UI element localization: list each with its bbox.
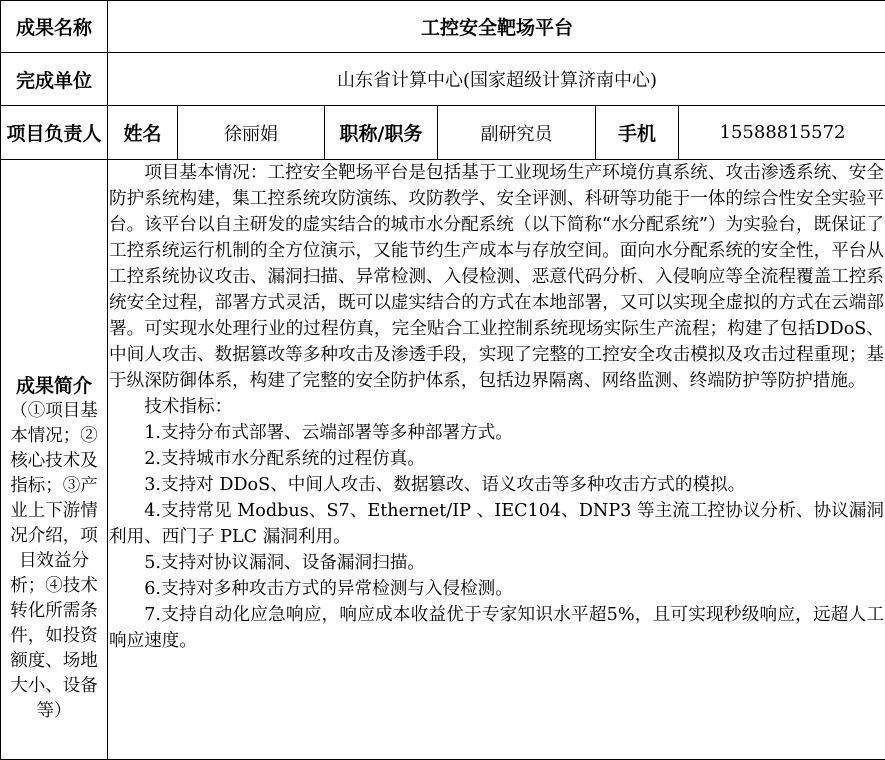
name-label: 姓名	[108, 106, 178, 160]
project-intro-paragraph: 项目基本情况：工控安全靶场平台是包括基于工业现场生产环境仿真系统、攻击渗透系统、安全防护系统构建，集工控系统攻防演练、攻防教学、安全评测、科研等功能于一体的综合性安全实验平台。该平台以自主研发的虚实结合的城市水分配系统（以下简称“水分配系统”）为实验台，既保证了工控系统运行机制的全方位演示，又能节约生产成本与存放空间。面向水分配系统的安全性，平台从工控系统协议攻击、漏洞扫描、异常检测、入侵检测、恶意代码分析、入侵响应等全流程覆盖工控系统安全过程，部署方式灵活，既可以虚实结合的方式在本地部署，又可以实现全虚拟的方式在云端部署。可实现水处理行业的过程仿真，完全贴合工业控制系统现场实际生产流程；构建了包括DDoS、中间人攻击、数据篡改等多种攻击及渗透手段，实现了完整的工控安全攻击模拟及攻击过程重现；基于纵深防御体系，构建了完整的安全防护体系，包括边界隔离、网络监测、终端防护等防护措施。	[109, 160, 884, 394]
project-leader-label: 项目负责人	[1, 106, 108, 160]
completing-unit-label: 完成单位	[1, 53, 108, 106]
tech-item: 6.支持对多种攻击方式的异常检测与入侵检测。	[109, 576, 884, 602]
tech-item: 7.支持自动化应急响应，响应成本收益优于专家知识水平超5%，且可实现秒级响应，远超人工响应速度。	[109, 602, 884, 654]
summary-label-description: （①项目基本情况；②核心技术及指标；③产业上下游情况介绍，项目效益分析；④技术转化所需条件，如投资额度、场地大小、设备等）	[1, 399, 107, 724]
tech-item: 4.支持常见 Modbus、S7、Ethernet/IP 、IEC104、DNP3 等主流工控协议分析、协议漏洞利用、西门子 PLC 漏洞利用。	[109, 498, 884, 550]
row-project-leader	[1, 106, 885, 160]
achievement-name-value: 工控安全靶场平台	[108, 1, 885, 53]
phone-value: 15588815572	[679, 106, 885, 160]
row-achievement-name	[1, 1, 885, 53]
completing-unit-value: 山东省计算中心(国家超级计算济南中心)	[108, 53, 885, 106]
title-label: 职称/职务	[325, 106, 438, 160]
summary-label-title: 成果简介	[1, 374, 107, 399]
summary-label-cell	[1, 160, 108, 760]
title-value: 副研究员	[438, 106, 596, 160]
summary-content	[108, 160, 885, 760]
row-completing-unit	[1, 53, 885, 106]
tech-item: 3.支持对 DDoS、中间人攻击、数据篡改、语义攻击等多种攻击方式的模拟。	[109, 472, 884, 498]
tech-item: 2.支持城市水分配系统的过程仿真。	[109, 446, 884, 472]
achievement-name-label: 成果名称	[1, 1, 108, 53]
tech-indicators-heading: 技术指标：	[109, 394, 884, 420]
row-achievement-summary	[1, 160, 885, 760]
tech-item: 5.支持对协议漏洞、设备漏洞扫描。	[109, 550, 884, 576]
tech-item: 1.支持分布式部署、云端部署等多种部署方式。	[109, 420, 884, 446]
name-value: 徐丽娟	[178, 106, 325, 160]
phone-label: 手机	[596, 106, 679, 160]
